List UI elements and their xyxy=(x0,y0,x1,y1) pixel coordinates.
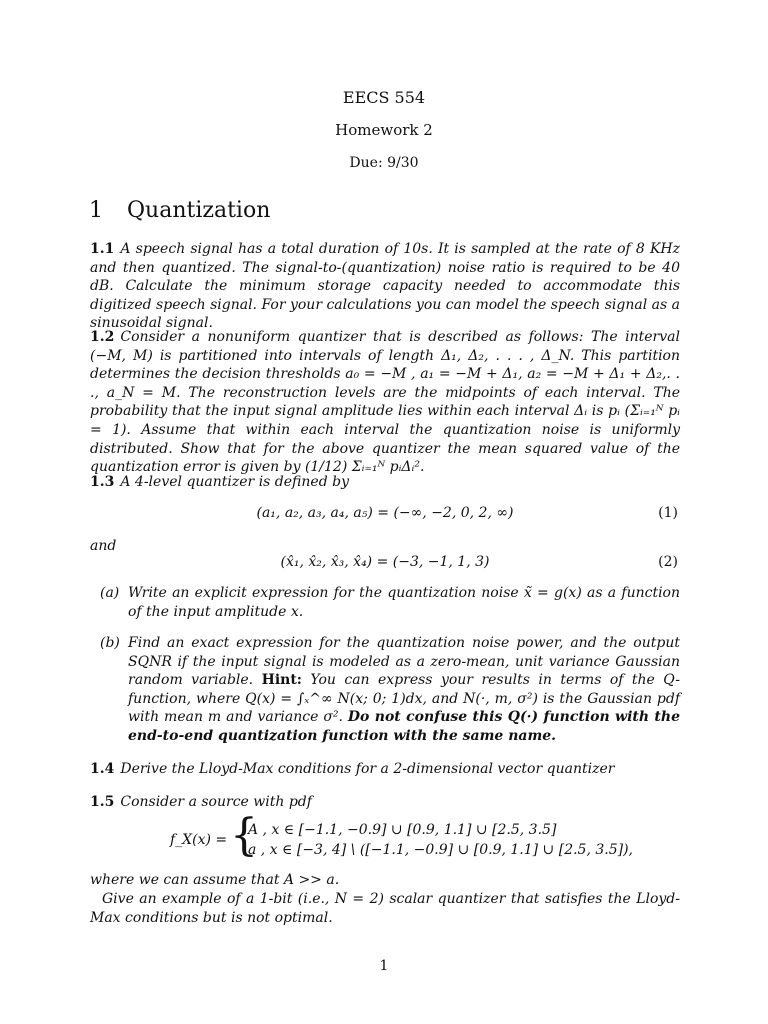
subproblem-label: (b) xyxy=(100,635,120,651)
problem-text: Derive the Lloyd-Max conditions for a 2-dimensional vector quantizer xyxy=(120,761,615,777)
subproblem-label: (a) xyxy=(100,585,120,601)
hint-text: You can express your results in terms of the Q-function, where Q(x) = ∫ₓ^∞ N(x; 0; 1)dx, and N(·, m, σ²) is the Gaussian pdf with mean m and variance σ². xyxy=(128,672,681,726)
and-text: and xyxy=(90,538,117,554)
assumption-text: where we can assume that A >> a. xyxy=(90,872,340,888)
pdf-definition xyxy=(170,810,650,864)
pdf-case-1: A , x ∈ [−1.1, −0.9] ∪ [0.9, 1.1] ∪ [2.5, 3.5] xyxy=(248,822,557,838)
due-date: Due: 9/30 xyxy=(349,155,419,171)
problem-text: A speech signal has a total duration of 10s. It is sampled at the rate of 8 KHz and then quantized. The signal-to-(quantization) noise ratio is required to be 40 dB. Calculate the minimum storage capacity needed to accommodate this digitized speech signal. For your calculations you can model the speech signal as a sinusoidal signal. xyxy=(90,241,680,332)
equation-2 xyxy=(90,554,680,574)
equation-expression: (a₁, a₂, a₃, a₄, a₅) = (−∞, −2, 0, 2, ∞) xyxy=(256,505,514,521)
subproblem-body xyxy=(128,634,680,746)
subproblem-text: Write an explicit expression for the quantization noise x̃ = g(x) as a function of the input amplitude x. xyxy=(128,585,680,620)
equation-number: (2) xyxy=(658,554,678,570)
section-heading xyxy=(89,198,270,223)
problem-1-1 xyxy=(90,240,680,333)
problem-text: Consider a nonuniform quantizer that is described as follows: The interval (−M, M) is partitioned into intervals of length Δ₁, Δ₂, . . . , Δ_N. This partition determines the decision thresholds a₀ = −M , a₁ = −M + Δ₁, a₂ = −M + Δ₁ + Δ₂,. . ., a_N = M. The reconstruction levels are the midpoints of each interval. The probability that the input signal amplitude lies within each interval Δᵢ is pᵢ (Σᵢ₌₁ᴺ pᵢ = 1). Assume that within each interval the quantization noise is uniformly distributed. Show that for the above quantizer the mean squared value of the quantization error is given by (1/12) Σᵢ₌₁ᴺ pᵢΔᵢ². xyxy=(90,329,680,476)
pdf-lhs: f_X(x) = xyxy=(170,832,228,848)
left-brace-icon: { xyxy=(230,810,258,861)
equation-expression: (x̂₁, x̂₂, x̂₃, x̂₄) = (−3, −1, 1, 3) xyxy=(280,554,490,570)
task-text: Give an example of a 1-bit (i.e., N = 2) scalar quantizer that satisfies the Lloyd-Max conditions but is not optimal. xyxy=(90,891,680,926)
subproblem-a xyxy=(100,584,680,621)
equation-1 xyxy=(90,505,680,525)
equation-number: (1) xyxy=(658,505,678,521)
problem-text: A 4-level quantizer is defined by xyxy=(120,474,349,490)
hint-label: Hint: xyxy=(261,672,302,689)
problem-label: 1.1 xyxy=(90,241,115,257)
problem-1-5-intro xyxy=(90,793,680,812)
problem-1-2 xyxy=(90,328,680,477)
section-title: Quantization xyxy=(127,198,271,223)
homework-title: Homework 2 xyxy=(335,121,433,139)
subproblem-b xyxy=(100,634,680,746)
problem-1-3-intro xyxy=(90,473,680,492)
problem-1-4 xyxy=(90,760,680,779)
problem-label: 1.4 xyxy=(90,761,115,777)
course-title: EECS 554 xyxy=(342,88,426,107)
subproblem-text: Find an exact expression for the quantization noise power, and the output SQNR if the input signal is modeled as a zero-mean, unit variance Gaussian random variable. xyxy=(128,635,680,689)
problem-text: Consider a source with pdf xyxy=(120,794,312,810)
problem-label: 1.5 xyxy=(90,794,115,810)
problem-label: 1.3 xyxy=(90,474,115,490)
problem-label: 1.2 xyxy=(90,329,115,345)
page-number: 1 xyxy=(379,958,389,974)
section-number: 1 xyxy=(89,198,103,223)
hint-warning: Do not confuse this Q(·) function with the end-to-end quantization function with the same name. xyxy=(128,709,680,744)
pdf-case-2: a , x ∈ [−3, 4] \ ([−1.1, −0.9] ∪ [0.9, 1.1] ∪ [2.5, 3.5]), xyxy=(248,842,633,858)
